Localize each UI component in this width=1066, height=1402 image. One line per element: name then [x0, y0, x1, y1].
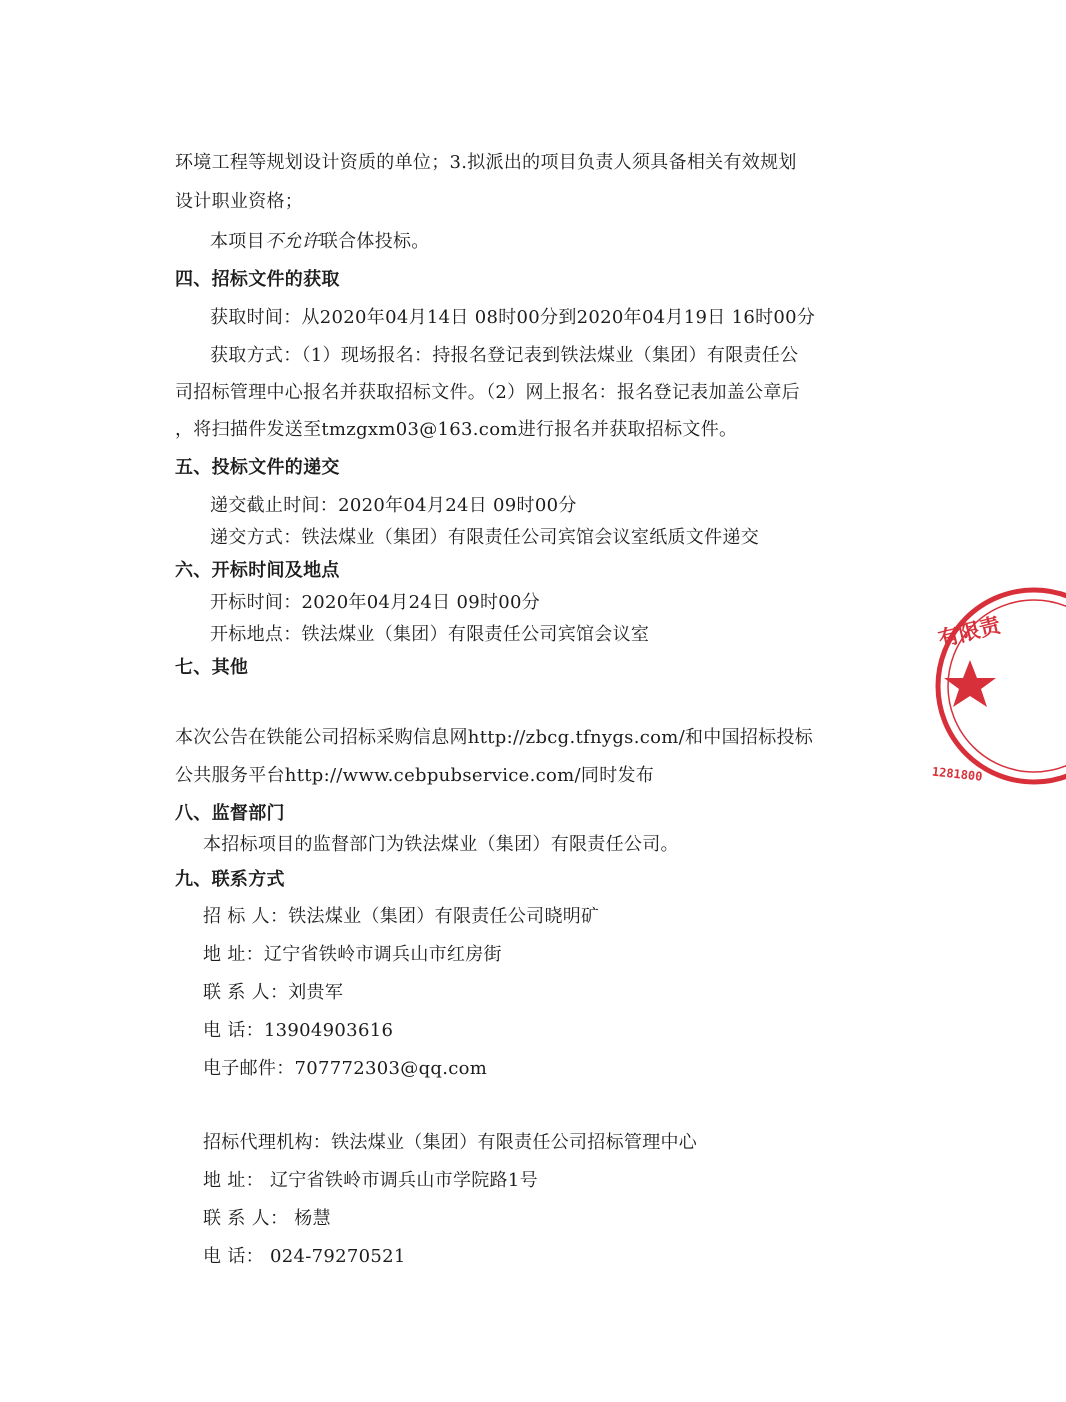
text-run: 本项目: [210, 231, 265, 252]
text-line: 设计职业资格；: [175, 191, 304, 212]
obtain-method: ，将扫描件发送至tmzgxm03@163.com进行报名并获取招标文件。: [175, 419, 738, 440]
tenderer: 招 标 人：铁法煤业（集团）有限责任公司晓明矿: [203, 906, 600, 927]
obtain-method: 获取方式：（1）现场报名：持报名登记表到铁法煤业（集团）有限责任公: [210, 345, 799, 366]
agency-contact: 联 系 人： 杨慧: [203, 1208, 331, 1229]
section-heading: 五、投标文件的递交: [175, 457, 340, 478]
opening-place: 开标地点：铁法煤业（集团）有限责任公司宾馆会议室: [210, 624, 650, 645]
official-seal: [926, 588, 1066, 798]
submit-method: 递交方式：铁法煤业（集团）有限责任公司宾馆会议室纸质文件递交: [210, 527, 759, 548]
phone: 电 话：13904903616: [203, 1020, 394, 1041]
contact-person: 联 系 人：刘贵军: [203, 982, 344, 1003]
seal-number: 1281800: [931, 764, 984, 784]
text-line: 公共服务平台http://www.cebpubservice.com/同时发布: [175, 765, 655, 786]
submit-deadline: 递交截止时间：2020年04月24日 09时00分: [210, 495, 577, 516]
opening-time: 开标时间：2020年04月24日 09时00分: [210, 592, 541, 613]
supervisor-text: 本招标项目的监督部门为铁法煤业（集团）有限责任公司。: [203, 834, 679, 855]
section-heading: 六、开标时间及地点: [175, 560, 340, 581]
address: 地 址：辽宁省铁岭市调兵山市红房街: [203, 944, 502, 965]
agency-address: 地 址： 辽宁省铁岭市调兵山市学院路1号: [203, 1170, 538, 1191]
section-heading: 九、联系方式: [175, 869, 285, 890]
emphasis-text: 不允许: [264, 231, 320, 252]
section-heading: 八、监督部门: [175, 803, 285, 824]
agency-phone: 电 话： 024-79270521: [203, 1246, 406, 1267]
obtain-time: 获取时间：从2020年04月14日 08时00分到2020年04月19日 16时00分: [210, 307, 816, 328]
text-line: 本次公告在铁能公司招标采购信息网http://zbcg.tfnygs.com/和中国招标投标: [175, 727, 814, 748]
seal-star-icon: [944, 660, 996, 707]
section-heading: 七、其他: [175, 657, 249, 678]
text-run: 联合体投标。: [319, 231, 430, 252]
email: 电子邮件：707772303@qq.com: [203, 1058, 488, 1079]
obtain-method: 司招标管理中心报名并获取招标文件。（2）网上报名：报名登记表加盖公章后: [175, 382, 800, 403]
text-line: [210, 230, 430, 254]
agency-name: 招标代理机构：铁法煤业（集团）有限责任公司招标管理中心: [203, 1132, 698, 1153]
text-line: 环境工程等规划设计资质的单位；3.拟派出的项目负责人须具备相关有效规划: [175, 152, 797, 173]
seal-text: 有限责: [935, 612, 1003, 652]
section-heading: 四、招标文件的获取: [175, 269, 340, 290]
